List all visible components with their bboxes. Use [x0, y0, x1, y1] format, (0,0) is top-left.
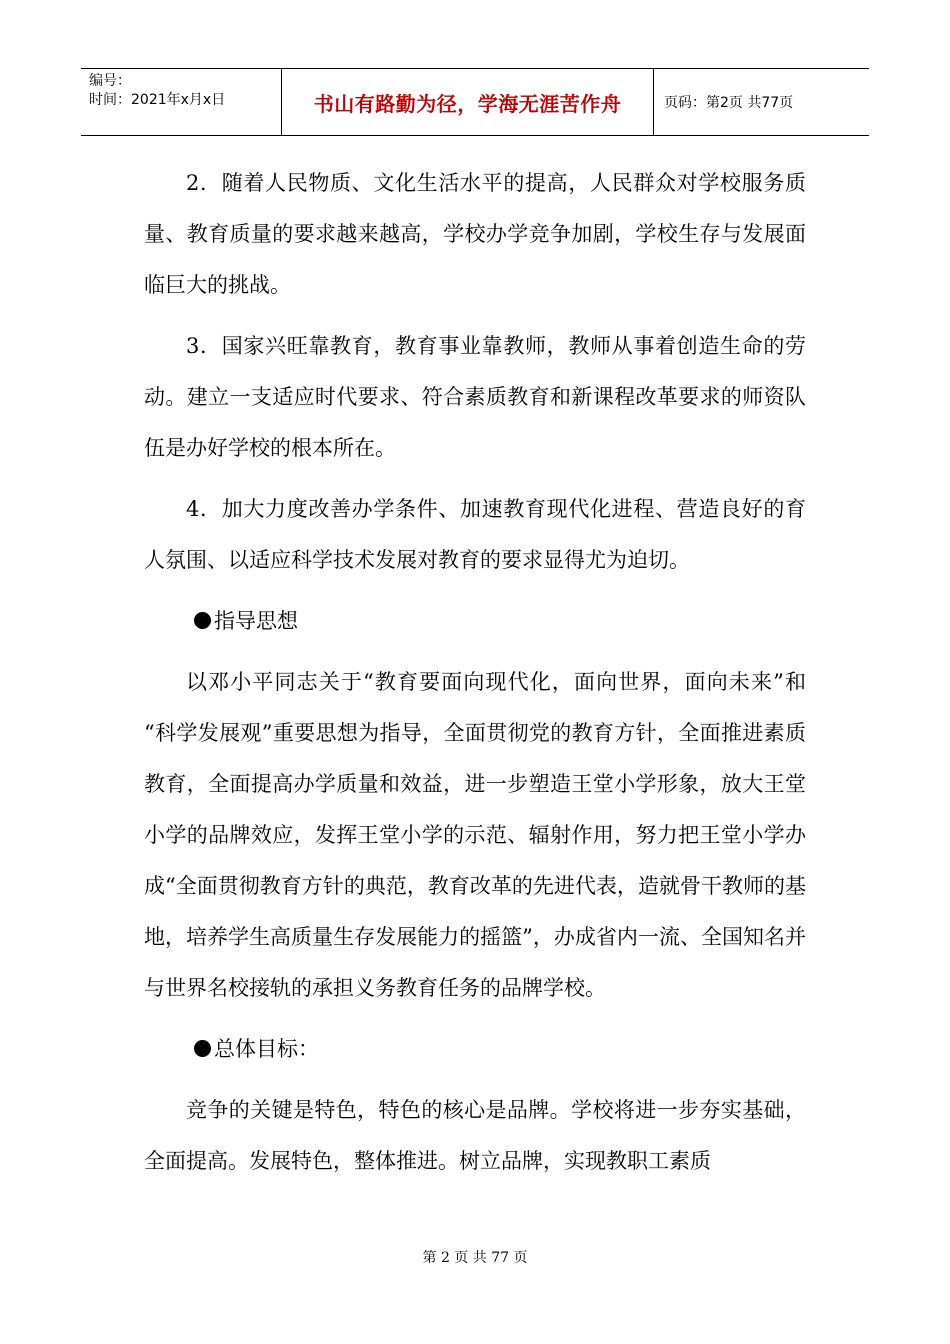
document-body — [144, 158, 806, 1197]
header-meta — [81, 69, 282, 135]
paragraph-overall-goal: 竞争的关键是特色，特色的核心是品牌。学校将进一步夯实基础，全面提高。发展特色，整体推进。树立品牌，实现教职工素质 — [144, 1098, 806, 1173]
header-motto: 书山有路勤为径，学海无涯苦作舟 — [282, 69, 654, 135]
heading-guiding-text: 指导思想 — [214, 609, 298, 633]
page-header — [81, 68, 869, 136]
section-heading-overall-goal — [144, 1024, 806, 1075]
section-heading-guiding-thought — [144, 596, 806, 647]
paragraph-guiding-thought: 以邓小平同志关于“教育要面向现代化，面向世界，面向未来”和 “科学发展观”重要思想为指导，全面贯彻党的教育方针，全面推进素质教育，全面提高办学质量和效益，进一步塑造王堂小学形象，放大王堂小学的品牌效应，发挥王堂小学的示范、辐射作用，努力把王堂小学办成“全面贯彻教育方针的典范，教育改革的先进代表，造就骨干教师的基地，培养学生高质量生存发展能力的摇篮”，办成省内一流、全国知名并与世界名校接轨的承担义务教育任务的品牌学校。 — [144, 670, 806, 1000]
paragraph-3: 3．国家兴旺靠教育，教育事业靠教师，教师从事着创造生命的劳动。建立一支适应时代要求、符合素质教育和新课程改革要求的师资队伍是办好学校的根本所在。 — [144, 334, 806, 460]
header-number-label: 编号： — [89, 73, 131, 89]
header-page-info: 页码：第2页 共77页 — [664, 95, 794, 111]
bullet-icon — [194, 612, 211, 629]
paragraph-4: 4．加大力度改善办学条件、加速教育现代化进程、营造良好的育人氛围、以适应科学技术发展对教育的要求显得尤为迫切。 — [144, 497, 806, 572]
paragraph-2: 2．随着人民物质、文化生活水平的提高，人民群众对学校服务质量、教育质量的要求越来越高，学校办学竞争加剧，学校生存与发展面临巨大的挑战。 — [144, 171, 806, 297]
heading-goal-text: 总体目标： — [214, 1037, 319, 1061]
page-footer: 第 2 页 共 77 页 — [422, 1250, 528, 1266]
bullet-icon — [194, 1040, 211, 1057]
header-time-label: 时间：2021年x月x日 — [89, 92, 226, 108]
